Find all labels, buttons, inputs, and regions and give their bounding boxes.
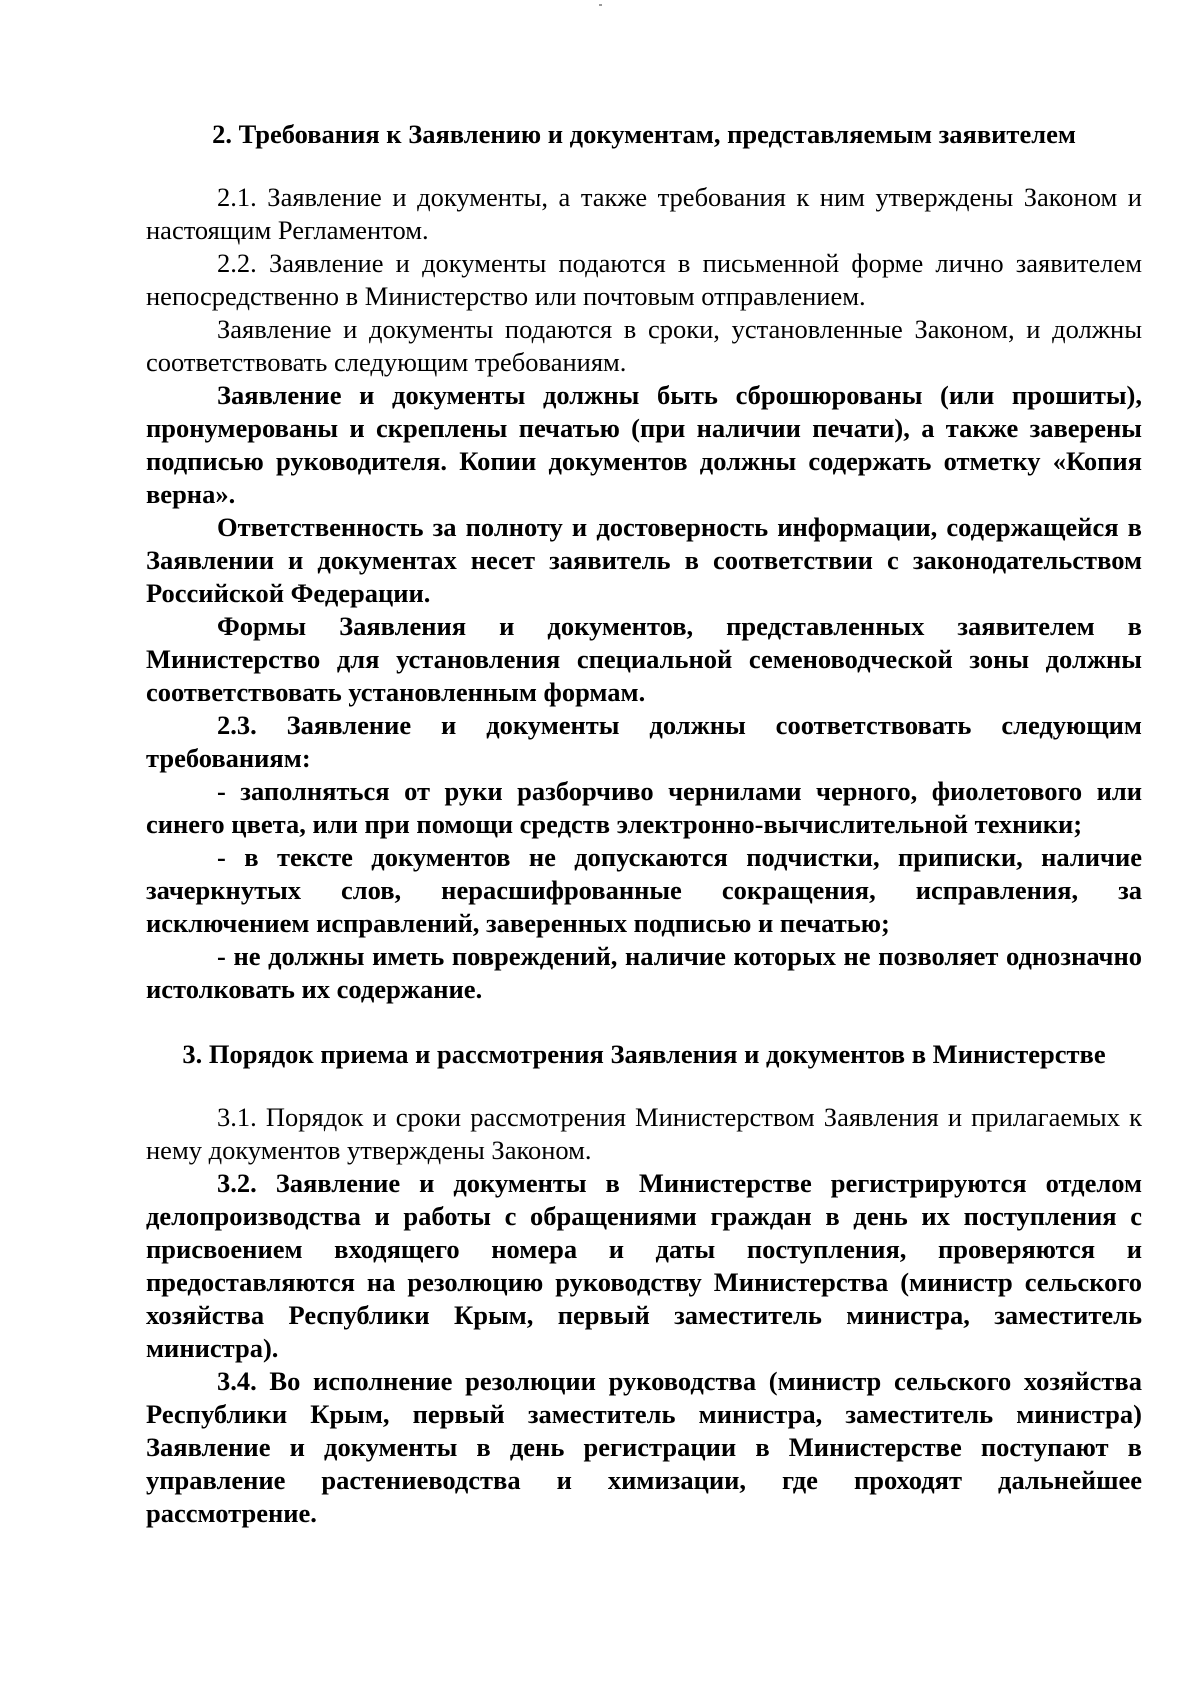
paragraph-deadlines: Заявление и документы подаются в сроки, установленные Законом, и должны соответствовать следующим требованиям. bbox=[146, 314, 1142, 377]
paragraph-binding: Заявление и документы должны быть сброшюрованы (или прошиты), пронумерованы и скреплены печатью (при наличии печати), а также заверены подписью руководителя. Копии документов должны содержать отметку «Копия верна». bbox=[146, 380, 1142, 509]
list-item-no-damage: - не должны иметь повреждений, наличие которых не позволяет однозначно истолковать их содержание. bbox=[146, 941, 1142, 1004]
paragraph-forms: Формы Заявления и документов, представленных заявителем в Министерство для установления специальной семеноводческой зоны должны соответствовать установленным формам. bbox=[146, 611, 1142, 707]
paragraph-3-1: 3.1. Порядок и сроки рассмотрения Министерством Заявления и прилагаемых к нему документов утверждены Законом. bbox=[146, 1102, 1142, 1165]
paragraph-3-4: 3.4. Во исполнение резолюции руководства (министр сельского хозяйства Республики Крым, первый заместитель министра, заместитель министра) Заявление и документы в день регистрации в Министерстве поступают в управление растениеводства и химизации, где проходят дальнейшее рассмотрение. bbox=[146, 1366, 1142, 1528]
document-body bbox=[146, 118, 1142, 1530]
scan-artifact bbox=[599, 4, 602, 6]
list-item-handwriting: - заполняться от руки разборчиво чернилами черного, фиолетового или синего цвета, или при помощи средств электронно-вычислительной техники; bbox=[146, 776, 1142, 839]
paragraph-2-1: 2.1. Заявление и документы, а также требования к ним утверждены Законом и настоящим Регламентом. bbox=[146, 182, 1142, 245]
paragraph-responsibility: Ответственность за полноту и достоверность информации, содержащейся в Заявлении и документах несет заявитель в соответствии с законодательством Российской Федерации. bbox=[146, 512, 1142, 608]
list-item-no-corrections: - в тексте документов не допускаются подчистки, приписки, наличие зачеркнутых слов, нерасшифрованные сокращения, исправления, за исключением исправлений, заверенных подписью и печатью; bbox=[146, 842, 1142, 938]
section-3-heading: 3. Порядок приема и рассмотрения Заявления и документов в Министерстве bbox=[182, 1039, 1106, 1069]
section-2-heading: 2. Требования к Заявлению и документам, представляемым заявителем bbox=[212, 119, 1076, 149]
paragraph-2-3: 2.3. Заявление и документы должны соответствовать следующим требованиям: bbox=[146, 710, 1142, 773]
paragraph-3-2: 3.2. Заявление и документы в Министерстве регистрируются отделом делопроизводства и работы с обращениями граждан в день их поступления с присвоением входящего номера и даты поступления, проверяются и предоставляются на резолюцию руководству Министерства (министр сельского хозяйства Республики Крым, первый заместитель министра, заместитель министра). bbox=[146, 1168, 1142, 1363]
paragraph-2-2: 2.2. Заявление и документы подаются в письменной форме лично заявителем непосредственно в Министерство или почтовым отправлением. bbox=[146, 248, 1142, 311]
